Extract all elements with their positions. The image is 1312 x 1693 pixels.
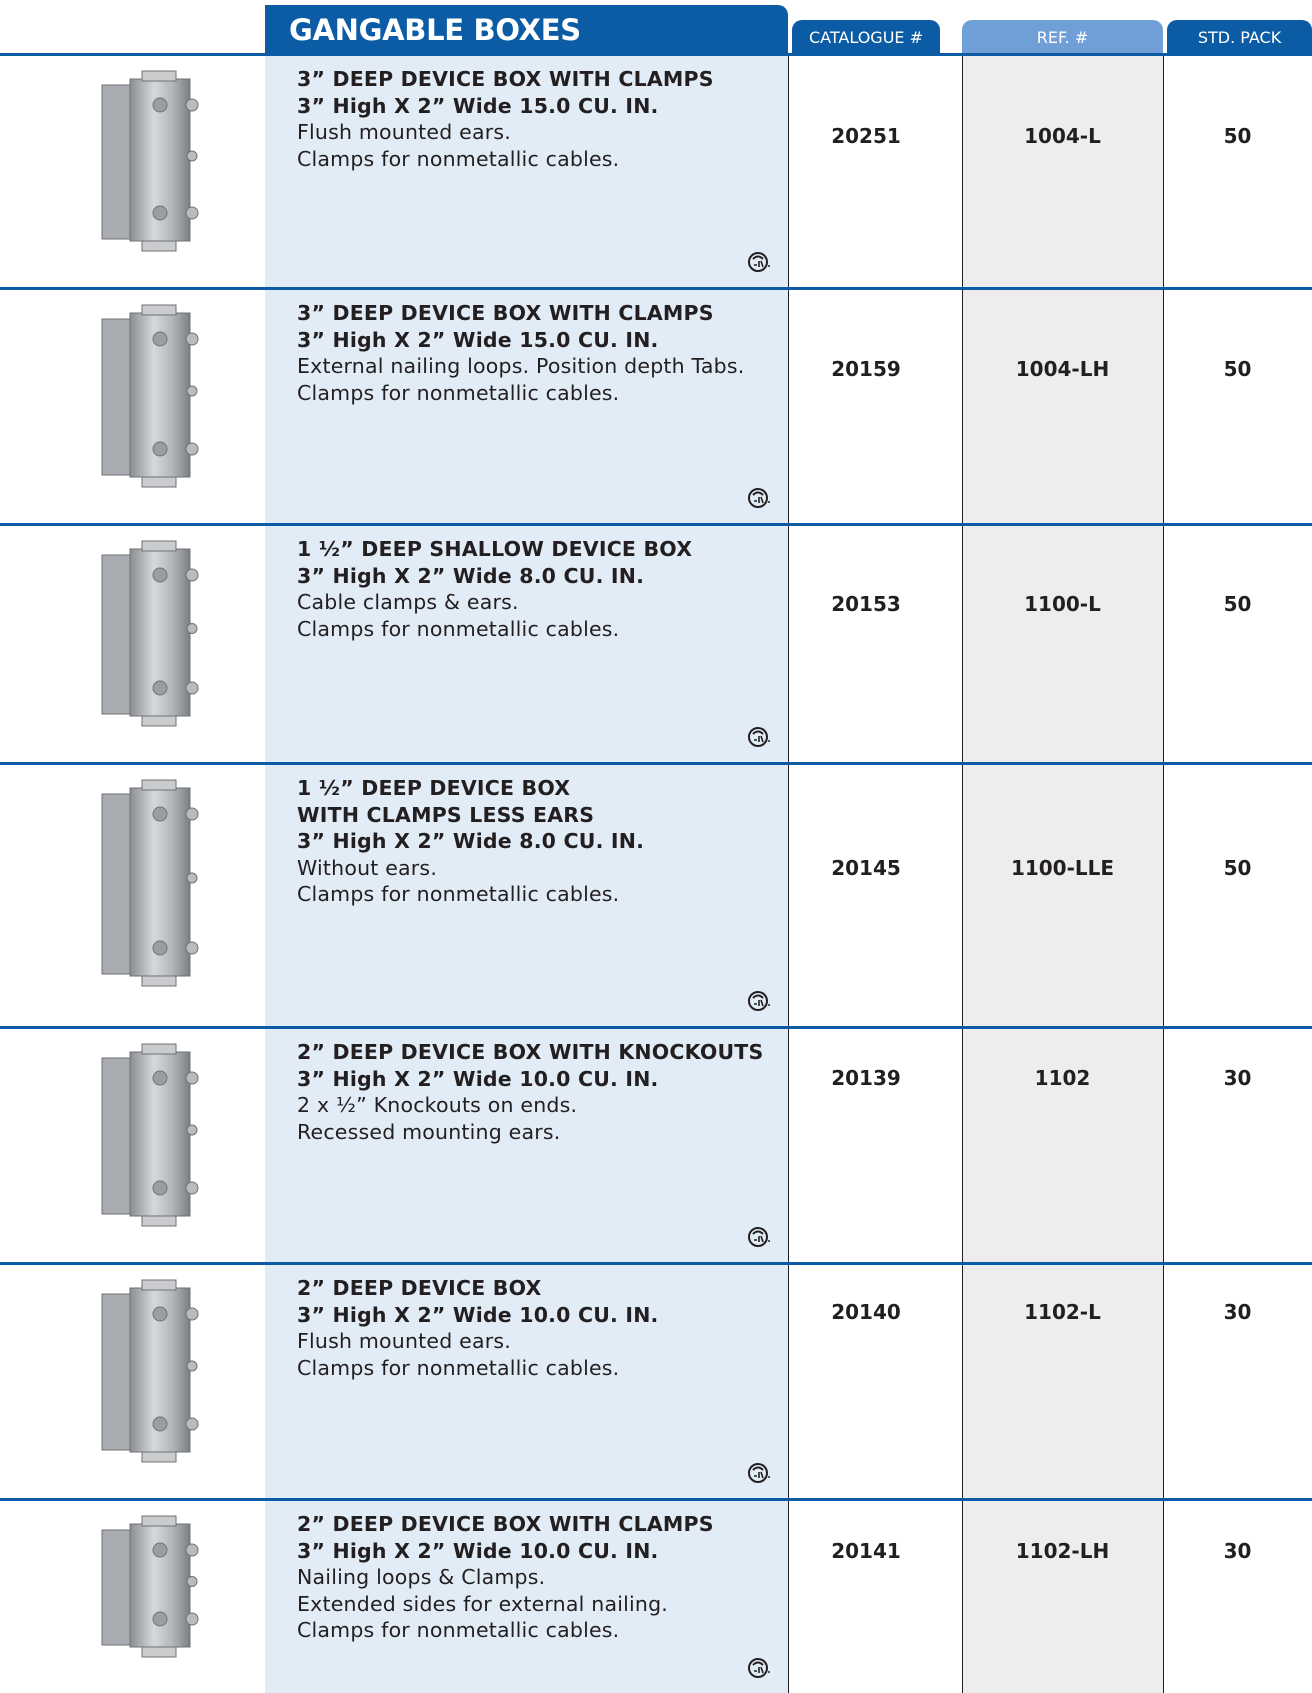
ref-number: 1102-L [1024, 1300, 1101, 1324]
column-divider [788, 765, 789, 1026]
ref-cell-bg [962, 526, 1163, 762]
column-divider [1163, 1501, 1164, 1693]
column-divider [788, 526, 789, 762]
product-title-line: 1 ½” DEEP SHALLOW DEVICE BOX [297, 537, 693, 561]
column-divider [788, 290, 789, 523]
column-divider [962, 1501, 963, 1693]
csa-certification-icon [748, 990, 770, 1012]
std-pack-quantity: 50 [1223, 856, 1252, 880]
product-detail-line: Extended sides for external nailing. [297, 1591, 669, 1616]
product-description [297, 536, 777, 642]
device-box-image [80, 65, 210, 263]
product-title-line: 3” High X 2” Wide 10.0 CU. IN. [297, 1538, 659, 1563]
catalogue-number: 20153 [831, 592, 901, 616]
product-detail-line: Clamps for nonmetallic cables. [297, 146, 620, 171]
column-divider [788, 1501, 789, 1693]
catalogue-number: 20159 [831, 357, 901, 381]
column-divider [1163, 765, 1164, 1026]
ref-cell-bg [962, 765, 1163, 1026]
device-box-image [80, 299, 210, 499]
product-description [297, 1039, 777, 1145]
product-title-line: 3” High X 2” Wide 15.0 CU. IN. [297, 327, 659, 352]
std-pack-column-header: STD. PACK [1167, 20, 1312, 53]
product-title-line: 2” DEEP DEVICE BOX [297, 1276, 542, 1300]
csa-certification-icon [748, 1462, 770, 1484]
ref-number: 1004-L [1024, 124, 1101, 148]
product-detail-line: Recessed mounting ears. [297, 1119, 561, 1144]
column-divider [962, 765, 963, 1026]
device-box-image [80, 1274, 210, 1474]
csa-certification-icon [748, 1226, 770, 1248]
ref-cell-bg [962, 1501, 1163, 1693]
std-pack-quantity: 30 [1223, 1300, 1252, 1324]
ref-cell-bg [962, 56, 1163, 287]
product-detail-line: External nailing loops. Position depth Tabs. [297, 354, 745, 378]
column-divider [1163, 526, 1164, 762]
column-divider [788, 56, 789, 287]
row-divider [0, 1026, 1312, 1029]
ref-cell-bg [962, 1029, 1163, 1262]
product-title-line: 3” DEEP DEVICE BOX WITH CLAMPS [297, 301, 714, 325]
row-divider [0, 1498, 1312, 1501]
device-box-image [80, 1510, 210, 1669]
product-description [297, 300, 777, 406]
device-box-image [80, 535, 210, 738]
std-pack-quantity: 30 [1223, 1066, 1252, 1090]
section-title: GANGABLE BOXES [265, 5, 788, 53]
column-divider [962, 56, 963, 287]
product-detail-line: Clamps for nonmetallic cables. [297, 380, 620, 405]
row-divider [0, 53, 1312, 56]
product-detail-line: Flush mounted ears. [297, 120, 511, 144]
csa-certification-icon [748, 251, 770, 273]
device-box-image [80, 774, 210, 998]
std-pack-quantity: 50 [1223, 124, 1252, 148]
column-divider [788, 1265, 789, 1498]
catalogue-column-header: CATALOGUE # [792, 20, 940, 53]
product-description [297, 66, 777, 172]
column-divider [962, 526, 963, 762]
csa-certification-icon [748, 726, 770, 748]
column-divider [1163, 290, 1164, 523]
product-title-line: 3” High X 2” Wide 8.0 CU. IN. [297, 829, 645, 853]
column-divider [962, 1029, 963, 1262]
ref-number: 1100-LLE [1010, 856, 1115, 880]
row-divider [0, 523, 1312, 526]
product-title-line: 2” DEEP DEVICE BOX WITH KNOCKOUTS [297, 1040, 764, 1064]
product-title-line: 3” High X 2” Wide 15.0 CU. IN. [297, 93, 659, 118]
ref-cell-bg [962, 290, 1163, 523]
ref-number: 1004-LH [1015, 357, 1110, 381]
device-box-image [80, 1038, 210, 1238]
column-divider [1163, 56, 1164, 287]
std-pack-quantity: 50 [1223, 357, 1252, 381]
product-detail-line: Clamps for nonmetallic cables. [297, 1355, 620, 1380]
ref-column-header: REF. # [962, 20, 1163, 53]
product-detail-line: Without ears. [297, 855, 438, 880]
ref-number: 1100-L [1024, 592, 1101, 616]
product-title-line: WITH CLAMPS LESS EARS [297, 802, 595, 827]
catalogue-number: 20251 [831, 124, 901, 148]
catalogue-number: 20140 [831, 1300, 901, 1324]
product-title-line: 3” High X 2” Wide 10.0 CU. IN. [297, 1066, 659, 1091]
product-detail-line: Cable clamps & ears. [297, 590, 519, 614]
product-detail-line: Flush mounted ears. [297, 1329, 511, 1353]
column-divider [962, 290, 963, 523]
catalogue-number: 20145 [831, 856, 901, 880]
product-title-line: 2” DEEP DEVICE BOX WITH CLAMPS [297, 1512, 714, 1536]
product-detail-line: Clamps for nonmetallic cables. [297, 1618, 620, 1642]
std-pack-quantity: 50 [1223, 592, 1252, 616]
column-divider [788, 1029, 789, 1262]
row-divider [0, 1262, 1312, 1265]
product-detail-line: Clamps for nonmetallic cables. [297, 882, 620, 906]
product-detail-line: Clamps for nonmetallic cables. [297, 616, 620, 641]
product-title-line: 3” High X 2” Wide 8.0 CU. IN. [297, 563, 645, 588]
product-description [297, 775, 777, 908]
csa-certification-icon [748, 1657, 770, 1679]
column-divider [1163, 1029, 1164, 1262]
ref-number: 1102 [1034, 1066, 1091, 1090]
row-divider [0, 287, 1312, 290]
product-detail-line: 2 x ½” Knockouts on ends. [297, 1093, 578, 1117]
row-divider [0, 762, 1312, 765]
product-description [297, 1511, 777, 1644]
product-description [297, 1275, 777, 1381]
catalogue-number: 20139 [831, 1066, 901, 1090]
catalogue-number: 20141 [831, 1539, 901, 1563]
product-title-line: 3” DEEP DEVICE BOX WITH CLAMPS [297, 67, 714, 91]
product-detail-line: Nailing loops & Clamps. [297, 1565, 546, 1589]
product-title-line: 1 ½” DEEP DEVICE BOX [297, 776, 571, 800]
ref-number: 1102-LH [1015, 1539, 1110, 1563]
product-title-line: 3” High X 2” Wide 10.0 CU. IN. [297, 1302, 659, 1327]
csa-certification-icon [748, 487, 770, 509]
std-pack-quantity: 30 [1223, 1539, 1252, 1563]
